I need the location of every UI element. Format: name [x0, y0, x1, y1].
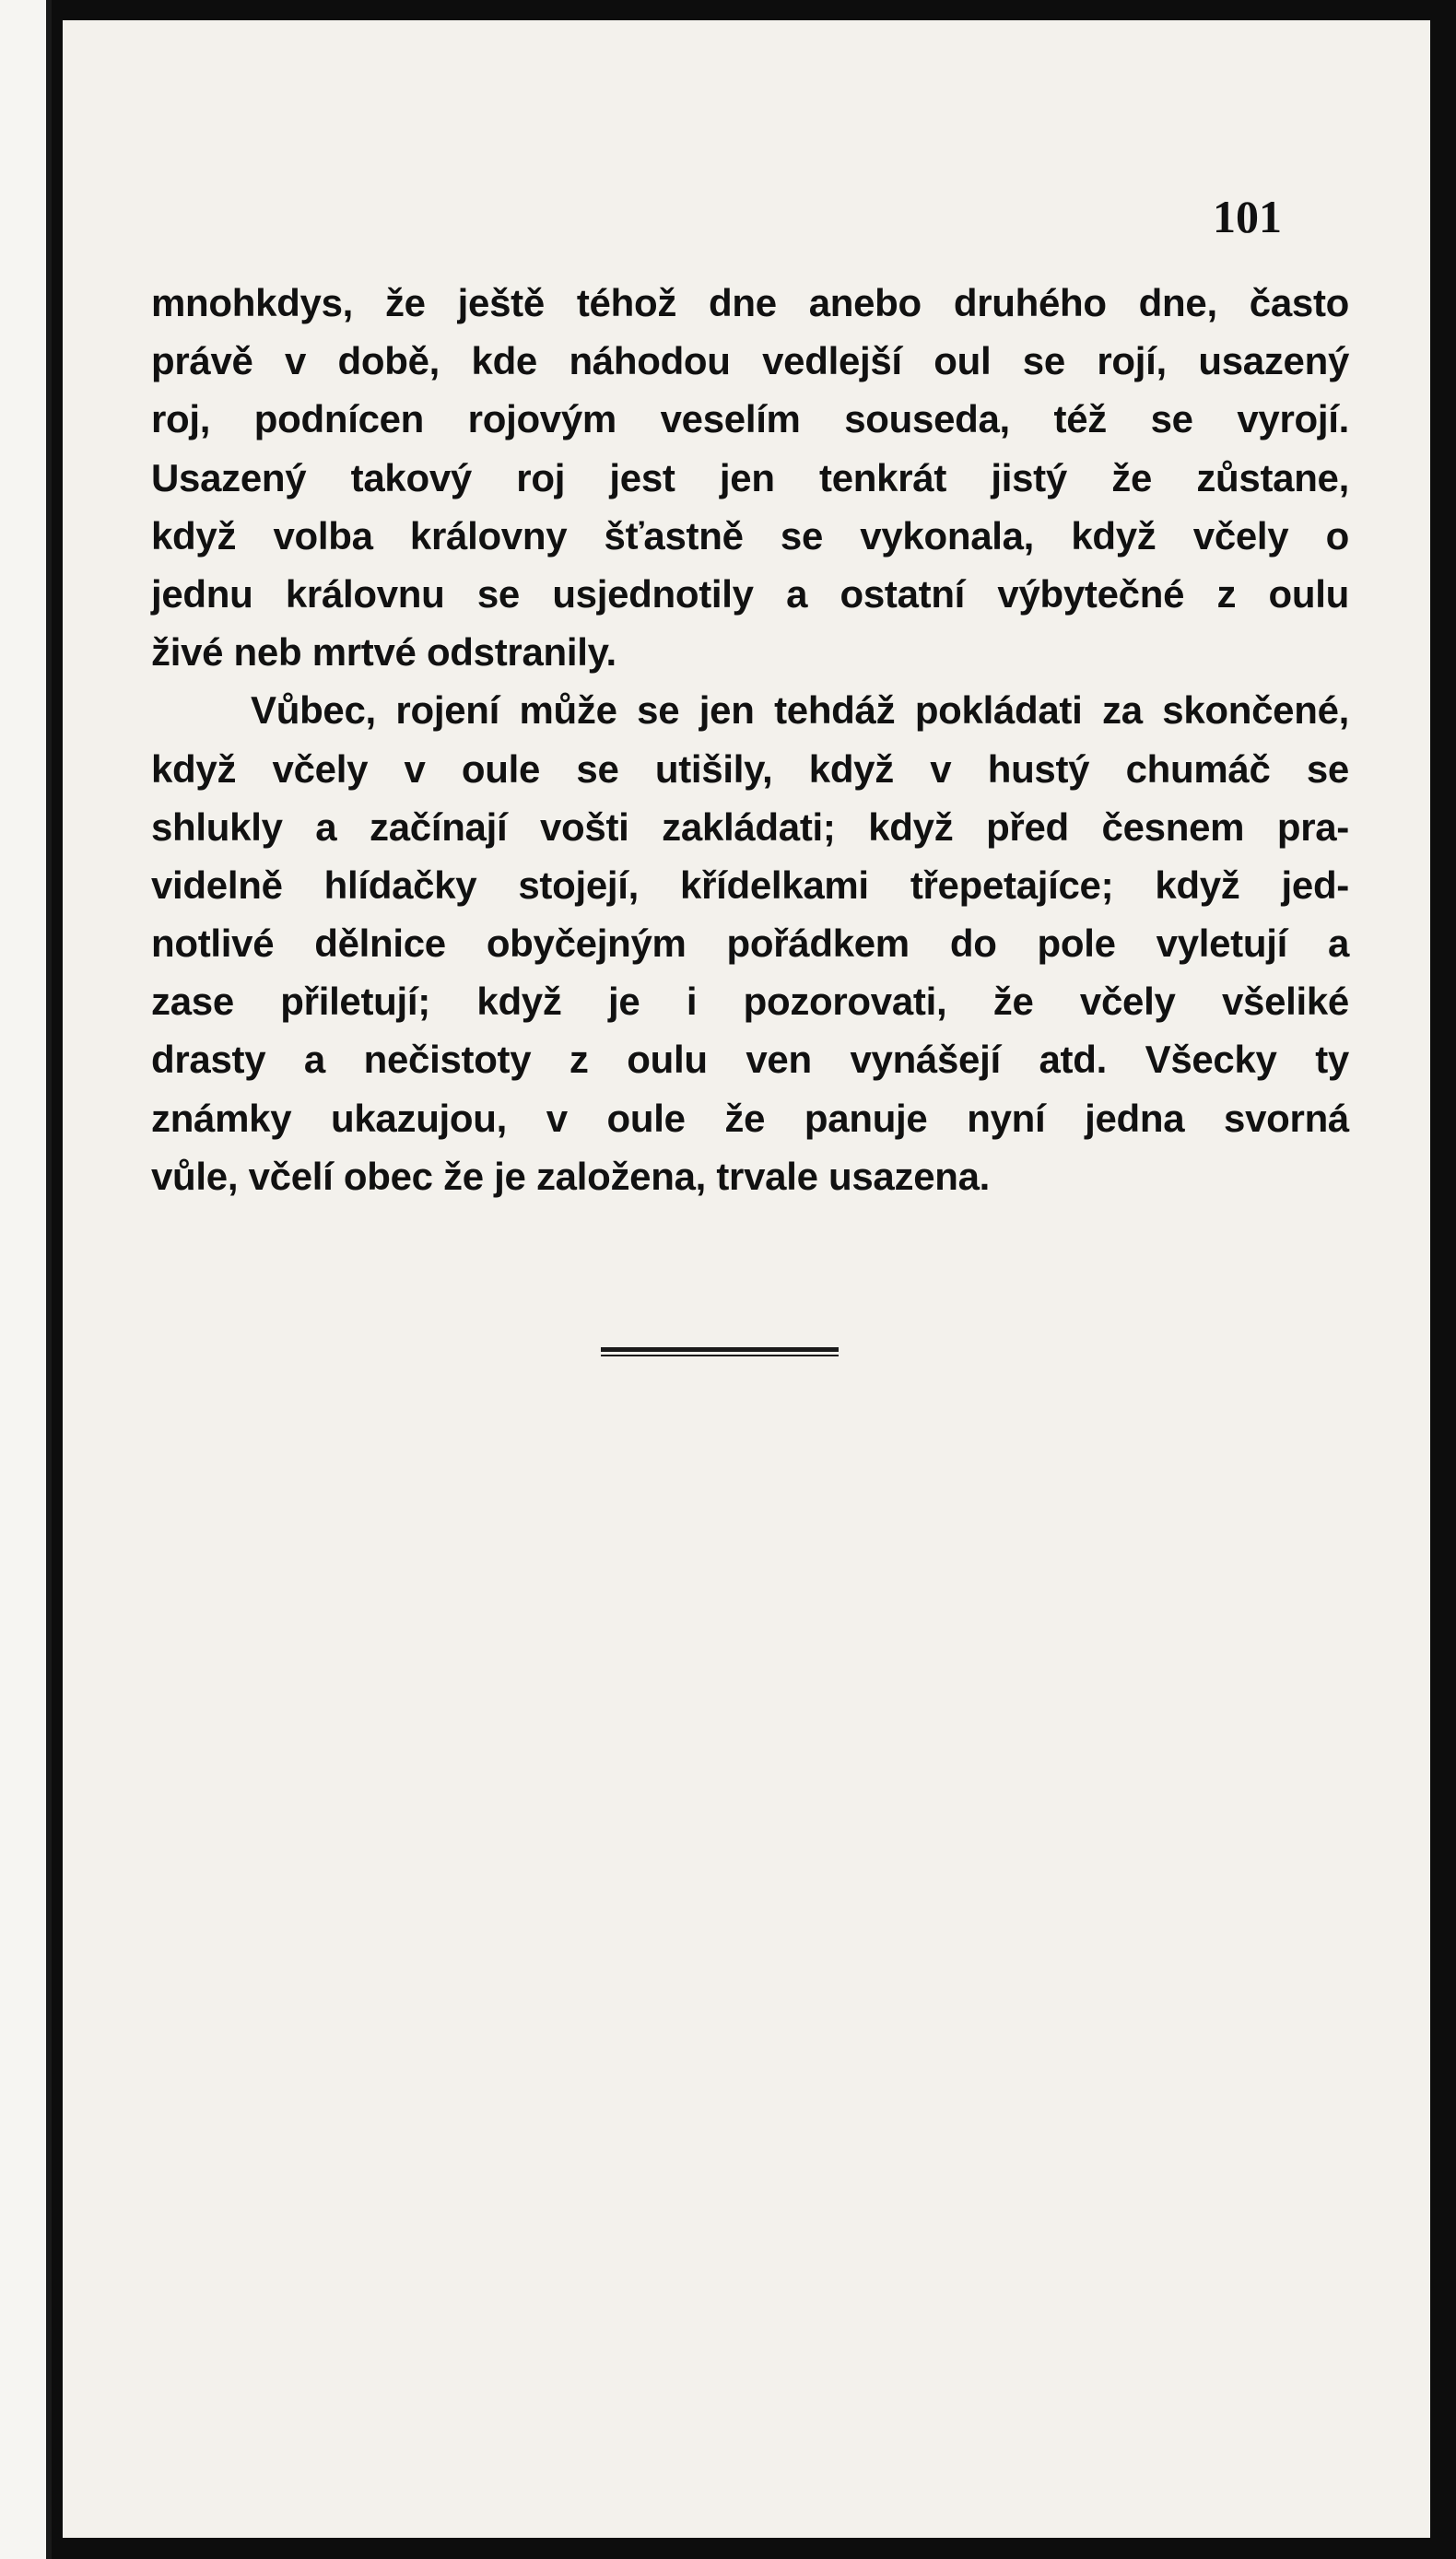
text-line: jednu královnu se usjednotily a ostatní výbytečné z oulu — [151, 571, 1349, 616]
paragraph-2 — [151, 681, 1349, 1205]
text-line: živé neb mrtvé odstranily. — [151, 630, 616, 675]
page-number: 101 — [1213, 191, 1282, 242]
text-line: shlukly a začínají vošti zakládati; když před česnem pra- — [151, 804, 1349, 849]
text-line: když volba královny šťastně se vykonala, když včely o — [151, 513, 1349, 558]
text-line: notlivé dělnice obyčejným pořádkem do pole vyletují a — [151, 921, 1349, 966]
text-line: drasty a nečistoty z oulu ven vynášejí atd. Všecky ty — [151, 1038, 1349, 1082]
body-text — [151, 274, 1349, 1205]
section-divider — [601, 1347, 839, 1356]
text-line: roj, podnícen rojovým veselím souseda, též se vyrojí. — [151, 397, 1349, 441]
text-line: videlně hlídačky stojejí, křídelkami třepetajíce; když jed- — [151, 863, 1349, 907]
paragraph-1 — [151, 274, 1349, 681]
text-line: Vůbec, rojení může se jen tehdáž pokládati za skončené, — [251, 688, 1349, 733]
book-page — [63, 20, 1430, 2538]
text-line: zase přiletují; když je i pozorovati, že včely všeliké — [151, 980, 1349, 1024]
text-line: mnohkdys, že ještě téhož dne anebo druhého dne, často — [151, 281, 1349, 324]
page-left-edge — [0, 0, 52, 2559]
text-line: známky ukazujou, v oule že panuje nyní jedna svorná — [151, 1096, 1349, 1140]
text-line: právě v době, kde náhodou vedlejší oul se rojí, usazený — [151, 339, 1349, 383]
text-line: Usazený takový roj jest jen tenkrát jistý že zůstane, — [151, 455, 1349, 499]
text-line: když včely v oule se utišily, když v hustý chumáč se — [151, 746, 1349, 791]
text-line: vůle, včelí obec že je založena, trvale usazena. — [151, 1154, 991, 1198]
